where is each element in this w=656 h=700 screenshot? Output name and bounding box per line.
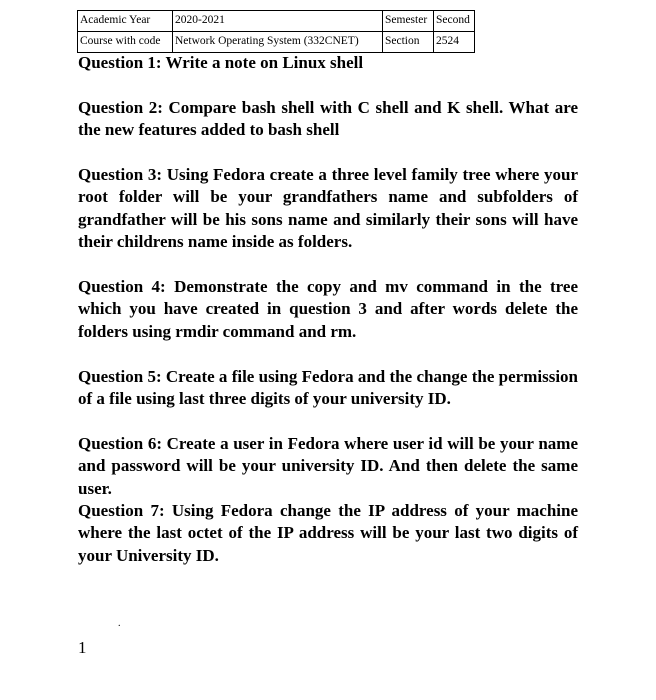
course-info-table [77,10,475,53]
question-5: Question 5: Create a file using Fedora and the change the permission of a file using last three digits of your university ID. [78,366,578,409]
table-row [78,32,475,53]
semester-label: Semester [383,11,434,32]
page-number: 1 [78,638,87,657]
question-list [78,52,578,567]
section-label: Section [383,32,434,53]
question-6: Question 6: Create a user in Fedora where user id will be your name and password will be your university ID. And then delete the same user. [78,433,578,498]
academic-year-value: 2020-2021 [173,11,383,32]
table-row [78,11,475,32]
course-label: Course with code [78,32,173,53]
question-1: Question 1: Write a note on Linux shell [78,53,364,72]
course-value: Network Operating System (332CNET) [173,32,383,53]
section-value: 2524 [434,32,475,53]
question-2: Question 2: Compare bash shell with C shell and K shell. What are the new features added to bash shell [78,97,578,140]
question-3: Question 3: Using Fedora create a three level family tree where your root folder will be your grandfathers name and subfolders of grandfather will be his sons name and similarly their sons will have their childrens name inside as folders. [78,165,578,252]
question-4: Question 4: Demonstrate the copy and mv command in the tree which you have created in question 3 and after words delete the folders using rmdir command and rm. [78,277,578,341]
question-7: Question 7: Using Fedora change the IP address of your machine where the last octet of the IP address will be your last two digits of your University ID. [78,501,578,565]
semester-value: Second [434,11,475,32]
academic-year-label: Academic Year [78,11,173,32]
stray-dot: . [118,618,121,629]
